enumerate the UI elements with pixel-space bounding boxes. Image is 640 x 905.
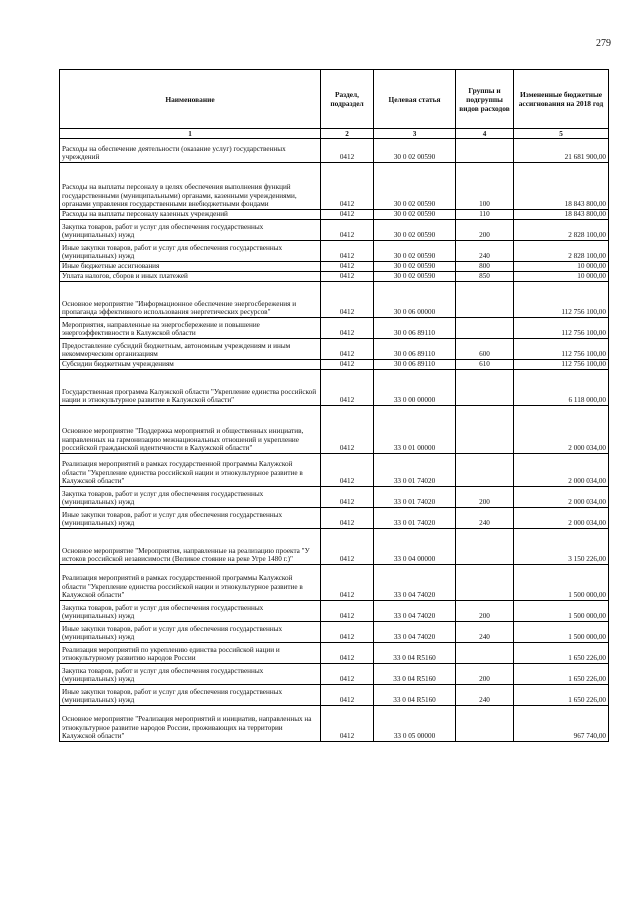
row-target: 33 0 04 R5160 [374, 685, 456, 706]
row-section: 0412 [321, 487, 374, 508]
table-row [60, 601, 609, 622]
row-target: 33 0 04 R5160 [374, 664, 456, 685]
row-group [456, 565, 514, 601]
row-section: 0412 [321, 370, 374, 406]
budget-table [59, 69, 609, 742]
row-group [456, 370, 514, 406]
row-group: 200 [456, 220, 514, 241]
table-row [60, 685, 609, 706]
row-amount: 2 000 034,00 [514, 454, 609, 487]
row-name: Реализация мероприятий в рамках государственной программы Калужской области "Укрепление единства российской нации и этнокультурное развитие в Калужской области" [60, 454, 321, 487]
row-name: Основное мероприятие "Реализация мероприятий и инициатив, направленных на этнокультурное развитие народов России, проживающих на территории Калужской области" [60, 706, 321, 742]
row-group: 240 [456, 241, 514, 262]
row-section: 0412 [321, 262, 374, 272]
row-group [456, 282, 514, 318]
table-row [60, 220, 609, 241]
row-section: 0412 [321, 360, 374, 370]
row-amount: 112 756 100,00 [514, 339, 609, 360]
row-group: 600 [456, 339, 514, 360]
row-name: Предоставление субсидий бюджетным, автономным учреждениям и иным некоммерческим организациям [60, 339, 321, 360]
table-row [60, 262, 609, 272]
table-row [60, 643, 609, 664]
row-section: 0412 [321, 454, 374, 487]
row-group: 800 [456, 262, 514, 272]
row-section: 0412 [321, 565, 374, 601]
row-group [456, 529, 514, 565]
row-target: 30 0 02 00590 [374, 241, 456, 262]
row-section: 0412 [321, 318, 374, 339]
table-row [60, 282, 609, 318]
row-amount: 2 000 034,00 [514, 487, 609, 508]
header-target: Целевая статья [374, 70, 456, 129]
row-name: Реализация мероприятий по укреплению единства российской нации и этнокультурному развитию народов России [60, 643, 321, 664]
row-group: 200 [456, 601, 514, 622]
row-amount: 21 681 900,00 [514, 139, 609, 163]
row-section: 0412 [321, 664, 374, 685]
row-name: Закупка товаров, работ и услуг для обеспечения государственных (муниципальных) нужд [60, 220, 321, 241]
row-group: 200 [456, 487, 514, 508]
row-amount: 1 500 000,00 [514, 601, 609, 622]
row-group [456, 318, 514, 339]
column-number: 4 [456, 129, 514, 139]
row-name: Иные закупки товаров, работ и услуг для обеспечения государственных (муниципальных) нужд [60, 622, 321, 643]
row-group [456, 706, 514, 742]
row-name: Мероприятия, направленные на энергосбережение и повышение энергоэффективности в Калужской области [60, 318, 321, 339]
column-number: 1 [60, 129, 321, 139]
table-row [60, 163, 609, 210]
row-section: 0412 [321, 163, 374, 210]
row-amount: 2 000 034,00 [514, 508, 609, 529]
row-group [456, 406, 514, 454]
table-row [60, 664, 609, 685]
table-header-row [60, 70, 609, 129]
row-section: 0412 [321, 139, 374, 163]
column-number: 5 [514, 129, 609, 139]
row-amount: 1 500 000,00 [514, 622, 609, 643]
table-row [60, 139, 609, 163]
row-target: 30 0 02 00590 [374, 139, 456, 163]
row-group: 610 [456, 360, 514, 370]
table-row [60, 210, 609, 220]
row-section: 0412 [321, 529, 374, 565]
row-amount: 1 650 226,00 [514, 643, 609, 664]
row-group: 240 [456, 508, 514, 529]
row-target: 33 0 04 74020 [374, 622, 456, 643]
row-name: Основное мероприятие "Мероприятия, направленные на реализацию проекта "У истоков российской независимости (Великое стояние на реке Угре 1480 г.)" [60, 529, 321, 565]
table-row [60, 487, 609, 508]
row-name: Расходы на обеспечение деятельности (оказание услуг) государственных учреждений [60, 139, 321, 163]
row-group: 240 [456, 622, 514, 643]
row-amount: 2 828 100,00 [514, 241, 609, 262]
row-section: 0412 [321, 220, 374, 241]
row-amount: 2 828 100,00 [514, 220, 609, 241]
row-target: 30 0 02 00590 [374, 262, 456, 272]
row-amount: 10 000,00 [514, 262, 609, 272]
row-name: Иные закупки товаров, работ и услуг для обеспечения государственных (муниципальных) нужд [60, 241, 321, 262]
row-name: Иные закупки товаров, работ и услуг для обеспечения государственных (муниципальных) нужд [60, 685, 321, 706]
row-group: 850 [456, 272, 514, 282]
column-number: 3 [374, 129, 456, 139]
row-target: 33 0 05 00000 [374, 706, 456, 742]
row-section: 0412 [321, 241, 374, 262]
table-body [60, 129, 609, 742]
row-target: 30 0 06 89110 [374, 318, 456, 339]
row-target: 33 0 01 74020 [374, 487, 456, 508]
row-target: 30 0 02 00590 [374, 210, 456, 220]
row-target: 33 0 00 00000 [374, 370, 456, 406]
row-name: Реализация мероприятий в рамках государственной программы Калужской области "Укрепление единства российской нации и этнокультурное развитие в Калужской области" [60, 565, 321, 601]
table-row [60, 360, 609, 370]
table-row [60, 565, 609, 601]
row-amount: 2 000 034,00 [514, 406, 609, 454]
row-name: Государственная программа Калужской области "Укрепление единства российской нации и этнокультурное развитие в Калужской области" [60, 370, 321, 406]
row-name: Иные бюджетные ассигнования [60, 262, 321, 272]
row-amount: 18 843 800,00 [514, 210, 609, 220]
row-amount: 112 756 100,00 [514, 360, 609, 370]
row-section: 0412 [321, 622, 374, 643]
table-row [60, 339, 609, 360]
header-name: Наименование [60, 70, 321, 129]
table-row [60, 508, 609, 529]
header-group: Группы и подгруппы видов расходов [456, 70, 514, 129]
row-name: Закупка товаров, работ и услуг для обеспечения государственных (муниципальных) нужд [60, 664, 321, 685]
row-amount: 18 843 800,00 [514, 163, 609, 210]
row-group: 200 [456, 664, 514, 685]
page-number: 279 [596, 38, 611, 49]
row-target: 30 0 02 00590 [374, 220, 456, 241]
table-row [60, 706, 609, 742]
row-target: 33 0 04 74020 [374, 565, 456, 601]
table-row [60, 318, 609, 339]
table-row [60, 622, 609, 643]
row-target: 30 0 06 00000 [374, 282, 456, 318]
row-name: Субсидии бюджетным учреждениям [60, 360, 321, 370]
row-group: 100 [456, 163, 514, 210]
row-name: Закупка товаров, работ и услуг для обеспечения государственных (муниципальных) нужд [60, 487, 321, 508]
row-amount: 1 500 000,00 [514, 565, 609, 601]
row-group: 110 [456, 210, 514, 220]
header-section: Раздел, подраздел [321, 70, 374, 129]
row-group: 240 [456, 685, 514, 706]
row-amount: 6 118 000,00 [514, 370, 609, 406]
row-group [456, 454, 514, 487]
header-amount: Измененные бюджетные ассигнования на 2018 год [514, 70, 609, 129]
row-group [456, 643, 514, 664]
table-row [60, 272, 609, 282]
row-section: 0412 [321, 643, 374, 664]
row-section: 0412 [321, 685, 374, 706]
row-target: 30 0 02 00590 [374, 272, 456, 282]
row-name: Иные закупки товаров, работ и услуг для обеспечения государственных (муниципальных) нужд [60, 508, 321, 529]
row-section: 0412 [321, 210, 374, 220]
row-amount: 1 650 226,00 [514, 685, 609, 706]
table-row [60, 370, 609, 406]
row-amount: 967 740,00 [514, 706, 609, 742]
row-target: 30 0 02 00590 [374, 163, 456, 210]
row-target: 33 0 04 R5160 [374, 643, 456, 664]
row-name: Уплата налогов, сборов и иных платежей [60, 272, 321, 282]
row-name: Основное мероприятие "Поддержка мероприятий и общественных инициатив, направленных на гармонизацию межнациональных отношений и укрепление российской гражданской идентичности в Калужской области" [60, 406, 321, 454]
row-amount: 3 150 226,00 [514, 529, 609, 565]
row-name: Расходы на выплаты персоналу в целях обеспечения выполнения функций государственными (муниципальными) органами, казенными учреждениями, органами управления государственными внебюджетными фондами [60, 163, 321, 210]
table-row [60, 529, 609, 565]
row-group [456, 139, 514, 163]
row-amount: 10 000,00 [514, 272, 609, 282]
row-amount: 1 650 226,00 [514, 664, 609, 685]
table-row [60, 241, 609, 262]
row-section: 0412 [321, 508, 374, 529]
row-section: 0412 [321, 706, 374, 742]
row-name: Основное мероприятие "Информационное обеспечение энергосбережения и пропаганда эффективного использования энергетических ресурсов" [60, 282, 321, 318]
table-row [60, 454, 609, 487]
row-section: 0412 [321, 282, 374, 318]
row-name: Расходы на выплаты персоналу казенных учреждений [60, 210, 321, 220]
row-amount: 112 756 100,00 [514, 282, 609, 318]
row-section: 0412 [321, 406, 374, 454]
row-target: 33 0 01 00000 [374, 406, 456, 454]
table-row [60, 406, 609, 454]
column-number-row [60, 129, 609, 139]
row-target: 33 0 04 00000 [374, 529, 456, 565]
row-section: 0412 [321, 272, 374, 282]
row-target: 33 0 01 74020 [374, 454, 456, 487]
row-amount: 112 756 100,00 [514, 318, 609, 339]
row-section: 0412 [321, 339, 374, 360]
column-number: 2 [321, 129, 374, 139]
row-target: 30 0 06 89110 [374, 360, 456, 370]
row-target: 33 0 01 74020 [374, 508, 456, 529]
row-target: 30 0 06 89110 [374, 339, 456, 360]
row-section: 0412 [321, 601, 374, 622]
row-name: Закупка товаров, работ и услуг для обеспечения государственных (муниципальных) нужд [60, 601, 321, 622]
row-target: 33 0 04 74020 [374, 601, 456, 622]
